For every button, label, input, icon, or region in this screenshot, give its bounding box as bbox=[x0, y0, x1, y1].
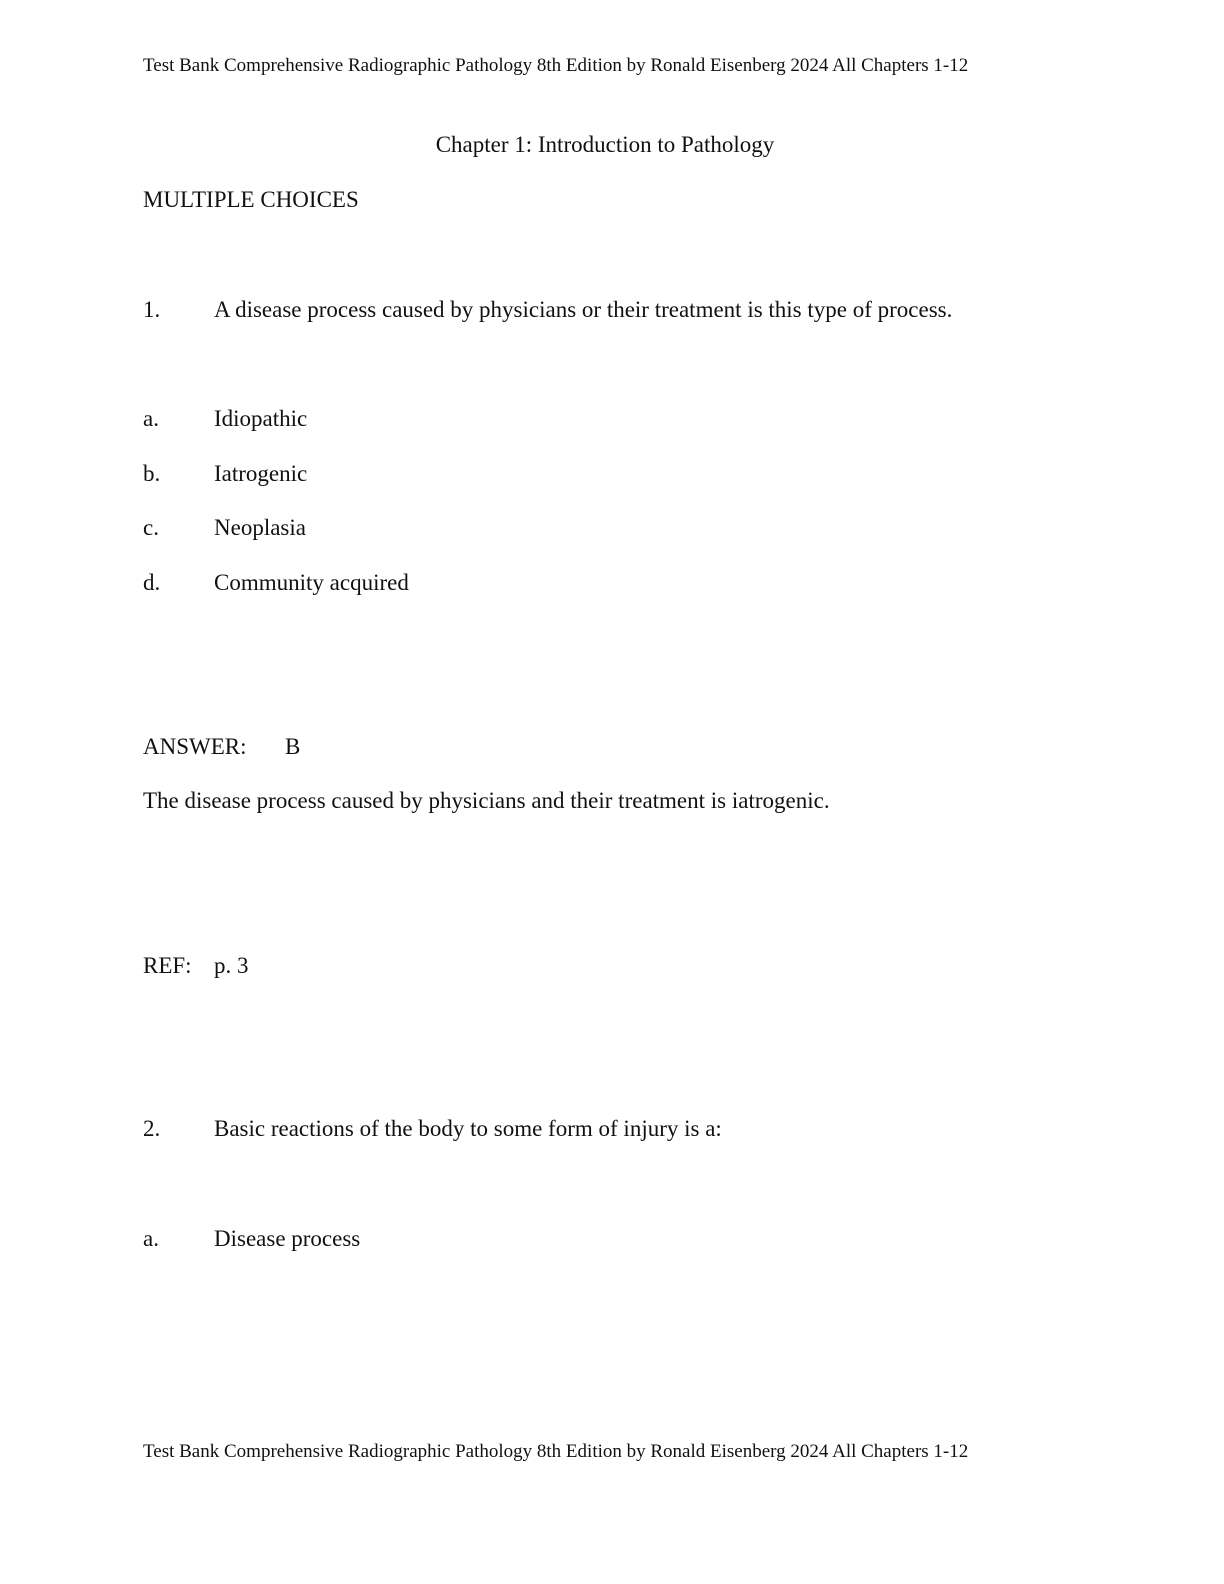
option-letter: c. bbox=[143, 515, 159, 540]
option-text: Iatrogenic bbox=[214, 461, 308, 486]
page-header: Test Bank Comprehensive Radiographic Pathology 8th Edition by Ronald Eisenberg 2024 All Chapters 1-12 bbox=[143, 55, 969, 76]
question-text: Basic reactions of the body to some form of injury is a: bbox=[214, 1116, 722, 1141]
question-number: 2. bbox=[143, 1116, 161, 1141]
option-text: Community acquired bbox=[214, 570, 409, 595]
answer-label: ANSWER: bbox=[143, 734, 247, 759]
option-text: Disease process bbox=[214, 1226, 361, 1251]
question-text: A disease process caused by physicians or their treatment is this type of process. bbox=[214, 297, 953, 322]
answer-rationale: The disease process caused by physicians and their treatment is iatrogenic. bbox=[143, 788, 830, 813]
option-text: Neoplasia bbox=[214, 515, 306, 540]
option-letter: d. bbox=[143, 570, 161, 595]
question-number: 1. bbox=[143, 297, 161, 322]
option-letter: a. bbox=[143, 406, 159, 431]
option-letter: b. bbox=[143, 461, 161, 486]
answer-value: B bbox=[285, 734, 301, 759]
chapter-title: Chapter 1: Introduction to Pathology bbox=[435, 132, 775, 157]
reference-label: REF: bbox=[143, 953, 192, 978]
reference-value: p. 3 bbox=[214, 953, 249, 978]
page-footer: Test Bank Comprehensive Radiographic Pathology 8th Edition by Ronald Eisenberg 2024 All Chapters 1-12 bbox=[143, 1441, 969, 1462]
option-letter: a. bbox=[143, 1226, 159, 1251]
section-title: MULTIPLE CHOICES bbox=[143, 187, 359, 212]
option-text: Idiopathic bbox=[214, 406, 308, 431]
